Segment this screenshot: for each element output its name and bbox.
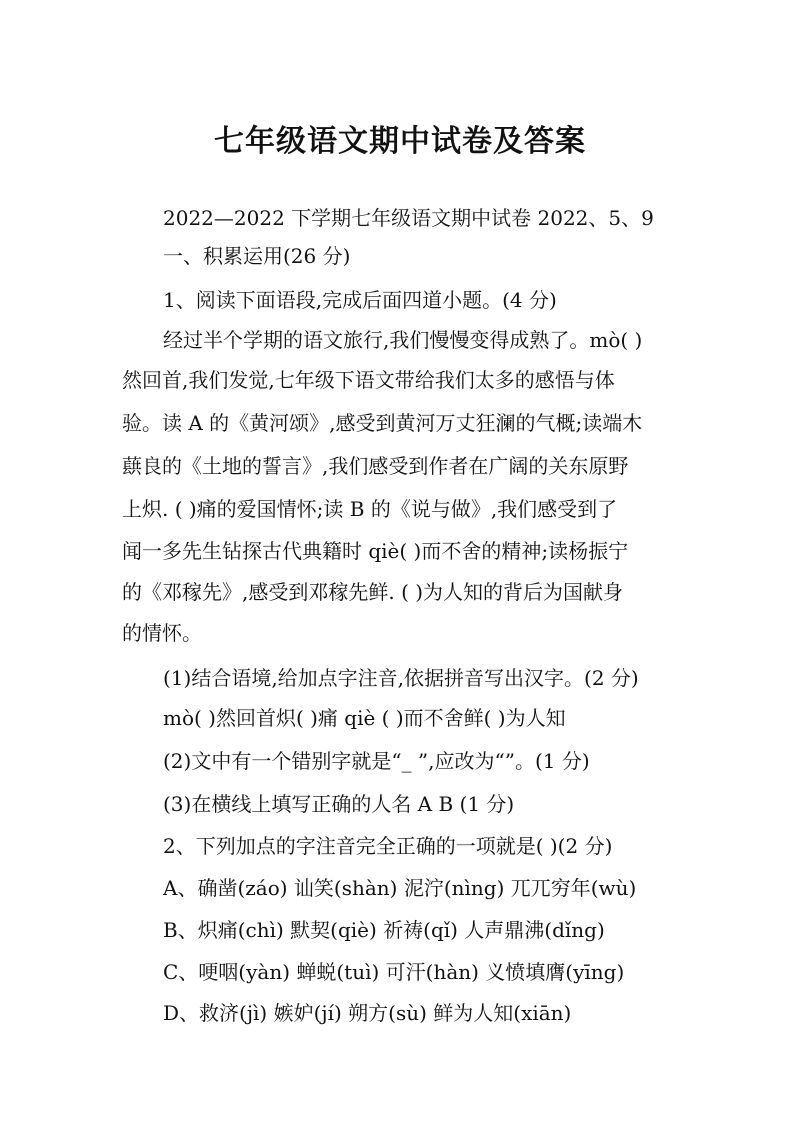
sub-question-1: (1)结合语境,给加点字注音,依据拼音写出汉字。(2 分) bbox=[163, 666, 639, 690]
passage-line: 验。读 A 的《黄河颂》,感受到黄河万丈狂澜的气概;读端木 bbox=[122, 411, 643, 435]
question-1-prompt: 1、阅读下面语段,完成后面四道小题。(4 分) bbox=[163, 288, 557, 312]
question-2-prompt: 2、下列加点的字注音完全正确的一项就是( )(2 分) bbox=[163, 834, 613, 858]
page-title: 七年级语文期中试卷及答案 bbox=[214, 124, 586, 159]
passage-line: 然回首,我们发觉,七年级下语文带给我们太多的感悟与体 bbox=[122, 368, 615, 392]
passage-line: 的情怀。 bbox=[122, 621, 202, 645]
passage-line: 闻一多先生钻探古代典籍时 qiè( )而不舍的精神;读杨振宁 bbox=[122, 539, 629, 563]
option-a: A、确凿(záo) 讪笑(shàn) 泥泞(nìng) 兀兀穷年(wù) bbox=[163, 876, 637, 900]
passage-line: 蕻良的《土地的誓言》,我们感受到作者在广阔的关东原野 bbox=[122, 454, 629, 478]
sub-question-3: (3)在横线上填写正确的人名 A B (1 分) bbox=[163, 792, 515, 816]
option-d: D、救济(jì) 嫉妒(jí) 朔方(sù) 鲜为人知(xiān) bbox=[163, 1001, 572, 1025]
sub-question-2: (2)文中有一个错别字就是“_ ”,应改为“”。(1 分) bbox=[163, 749, 590, 773]
exam-date-line: 2022—2022 下学期七年级语文期中试卷 2022、5、9 bbox=[163, 206, 654, 230]
sub-question-1-blanks: mò( )然回首炽( )痛 qiè ( )而不舍鲜( )为人知 bbox=[163, 706, 566, 730]
option-c: C、哽咽(yàn) 蝉蜕(tuì) 可汗(hàn) 义愤填膺(yīng) bbox=[163, 960, 625, 984]
section-heading: 一、积累运用(26 分) bbox=[163, 244, 351, 268]
passage-line: 的《邓稼先》,感受到邓稼先鲜. ( )为人知的背后为国献身 bbox=[122, 580, 624, 604]
option-b: B、炽痛(chì) 默契(qiè) 祈祷(qǐ) 人声鼎沸(dǐng) bbox=[163, 918, 605, 942]
passage-line: 上炽. ( )痛的爱国情怀;读 B 的《说与做》,我们感受到了 bbox=[122, 497, 618, 521]
passage-line: 经过半个学期的语文旅行,我们慢慢变得成熟了。mò( ) bbox=[163, 328, 643, 352]
